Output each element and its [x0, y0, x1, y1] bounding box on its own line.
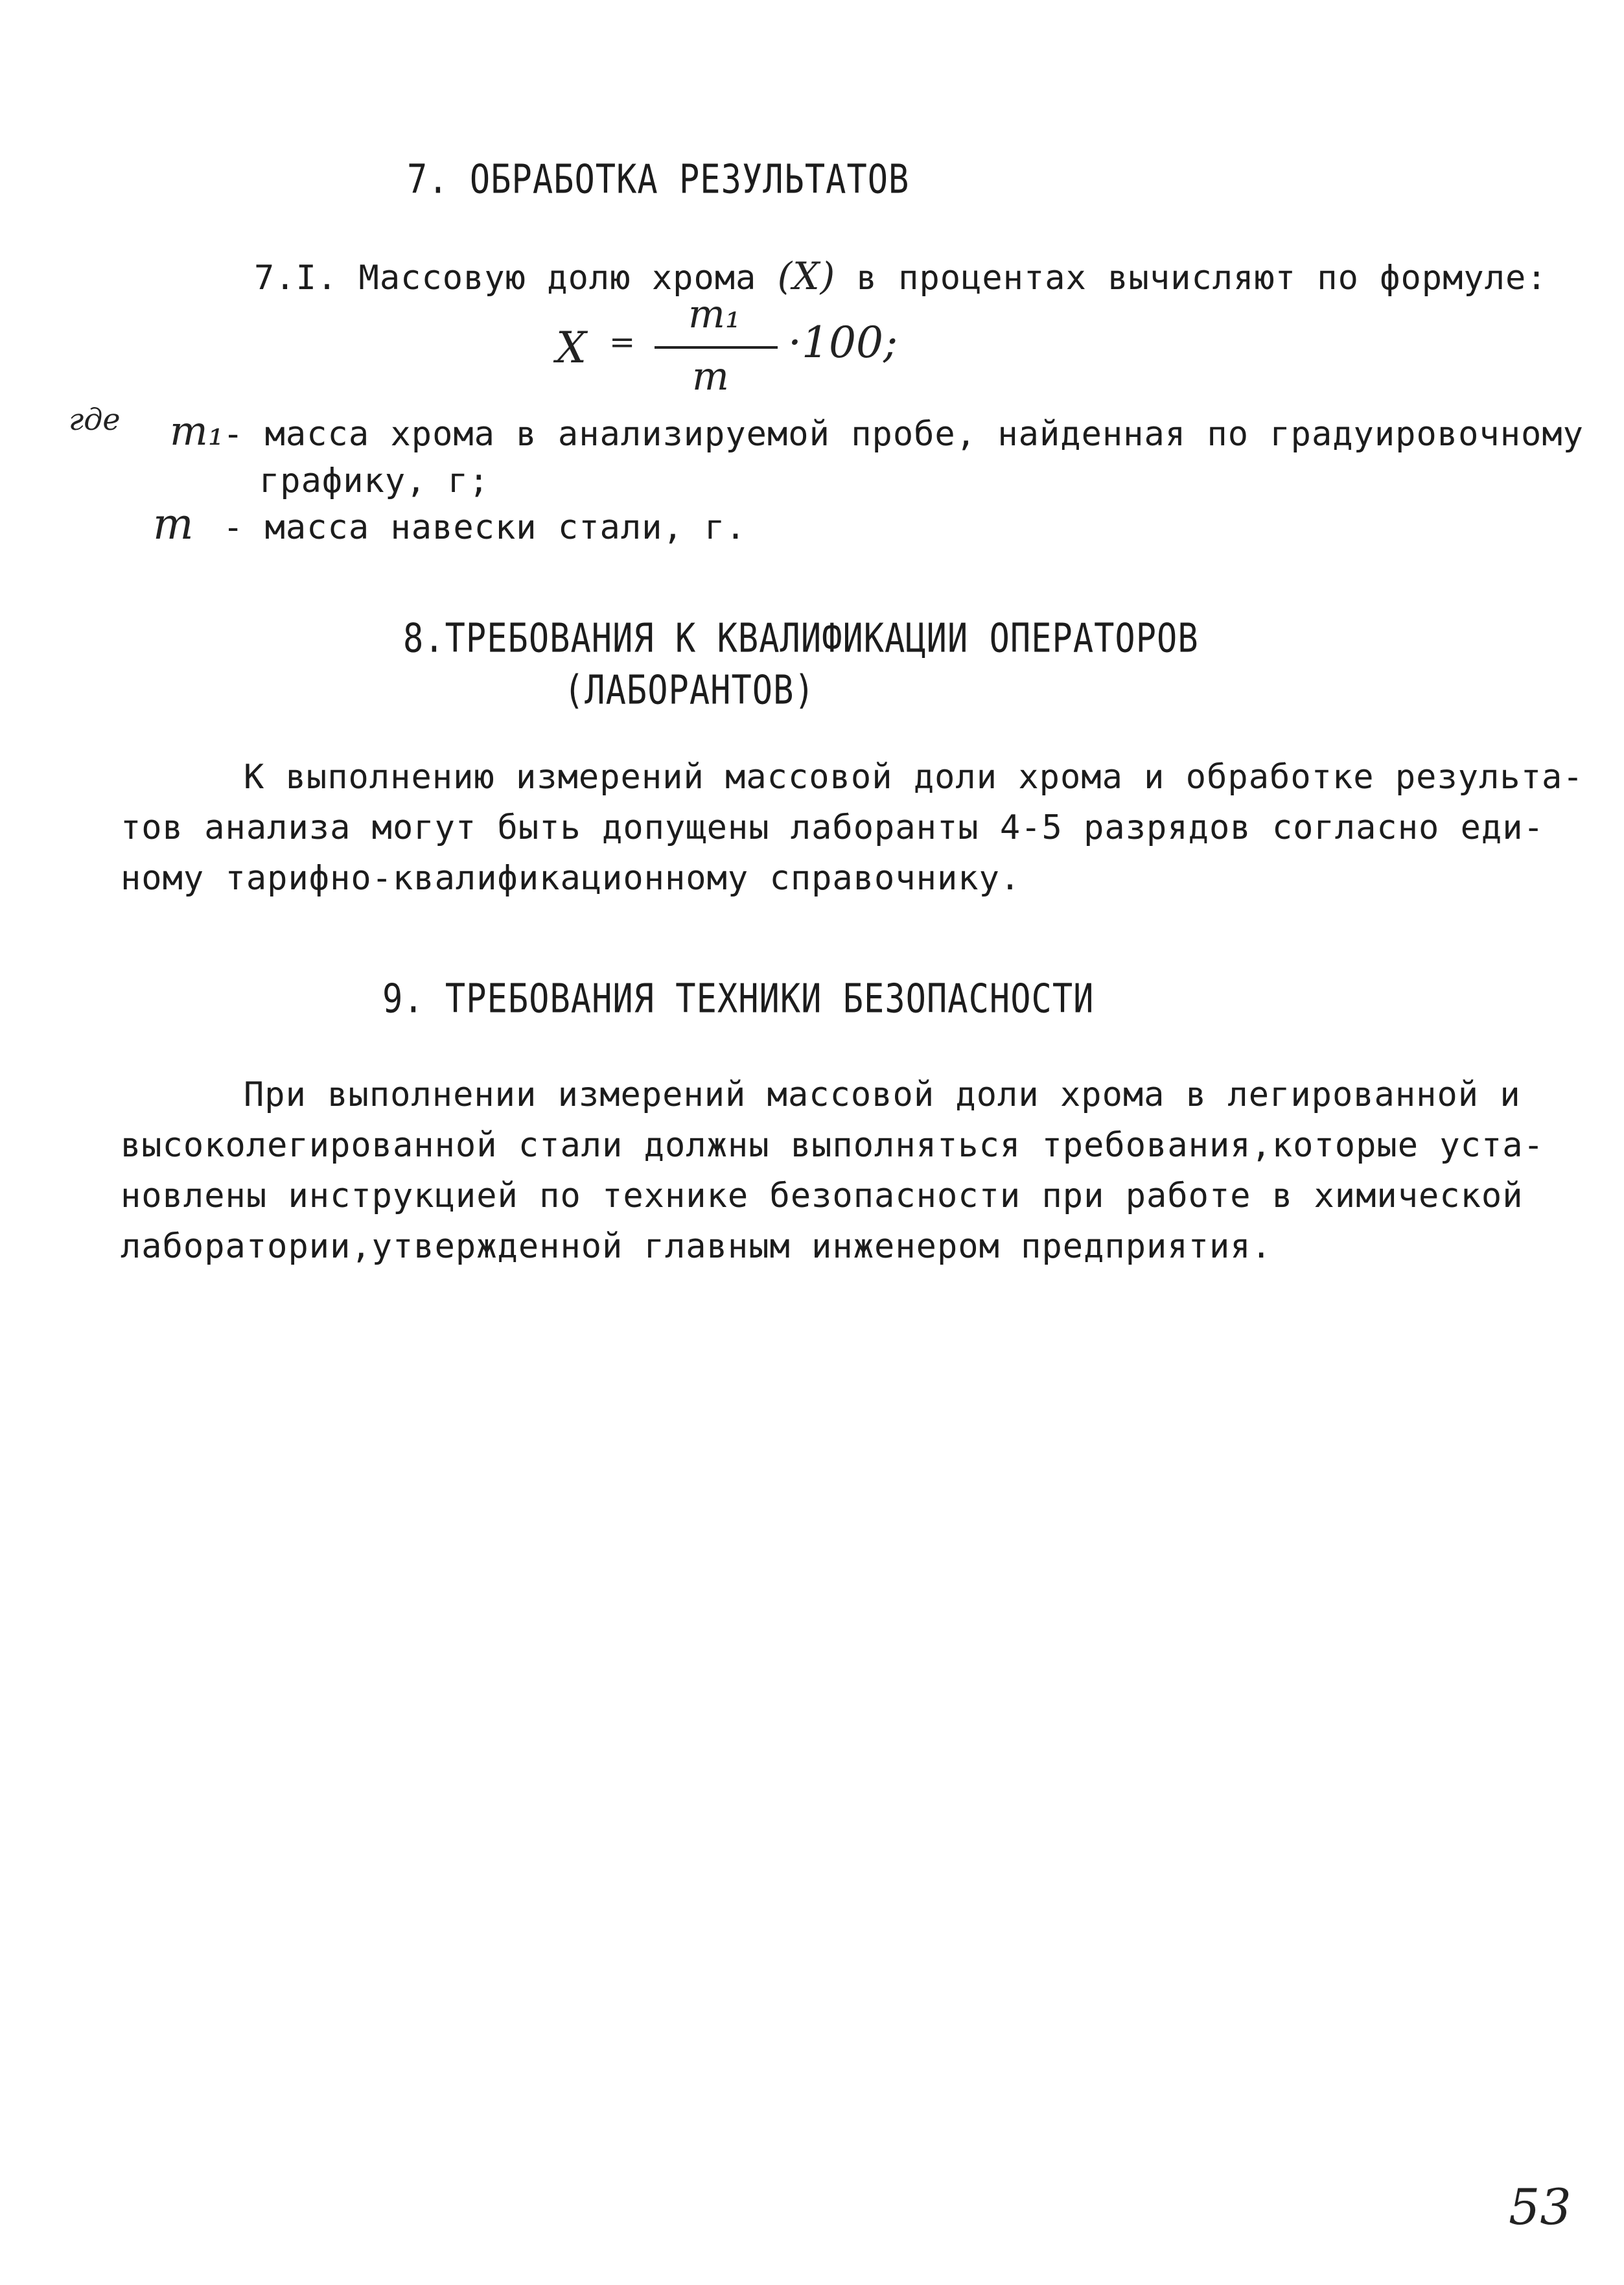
variable-x: (X): [777, 254, 836, 298]
formula-factor: ·100;: [788, 318, 898, 368]
page-number: 53: [1509, 2178, 1572, 2236]
section8-line-2: тов анализа могут быть допущены лаборанты 4-5 разрядов согласно еди-: [121, 808, 1544, 847]
section7-intro: 7.I. Массовую долю хрома: [254, 259, 757, 298]
formula-equals: =: [609, 324, 636, 360]
definition-text-m1-cont: графику, г;: [259, 462, 490, 500]
definition-symbol-m1: m₁: [170, 407, 224, 454]
definition-text-m1: - масса хрома в анализируемой пробе, найденная по градуировочному: [223, 415, 1584, 454]
section8-line-3: ному тарифно-квалификационному справочнику.: [121, 859, 1021, 898]
definition-symbol-m: m: [153, 499, 194, 549]
section8-heading: 8.ТРЕБОВАНИЯ К КВАЛИФИКАЦИИ ОПЕРАТОРОВ: [403, 616, 1199, 662]
formula-denominator: m: [692, 354, 729, 399]
fraction-bar: [655, 346, 778, 349]
section9-line-3: новлены инструкцией по технике безопасности при работе в химической: [121, 1177, 1524, 1215]
section7-rest: в процентах вычисляют по формуле:: [856, 259, 1548, 298]
section9-heading: 9. ТРЕБОВАНИЯ ТЕХНИКИ БЕЗОПАСНОСТИ: [382, 976, 1095, 1022]
formula-numerator: m₁: [688, 292, 741, 337]
section9-line-2: высоколегированной стали должны выполняться требования,которые уста-: [121, 1126, 1544, 1165]
section9-paragraph: [121, 1070, 1544, 1272]
formula-lhs: X: [556, 323, 586, 373]
section9-line-4: лаборатории,утвержденной главным инженером предприятия.: [121, 1227, 1272, 1266]
where-label: где: [69, 402, 121, 437]
section8-paragraph: [121, 752, 1584, 904]
section7-heading: 7. ОБРАБОТКА РЕЗУЛЬТАТОВ: [407, 157, 910, 203]
section8-line-1: К выполнению измерений массовой доли хрома и обработке результа-: [244, 758, 1584, 797]
section8-heading-sub: (ЛАБОРАНТОВ): [564, 668, 815, 714]
section7-paragraph: [254, 254, 1548, 298]
section9-line-1: При выполнении измерений массовой доли хрома в легированной и: [244, 1075, 1521, 1114]
definition-text-m: - масса навески стали, г.: [223, 508, 747, 547]
